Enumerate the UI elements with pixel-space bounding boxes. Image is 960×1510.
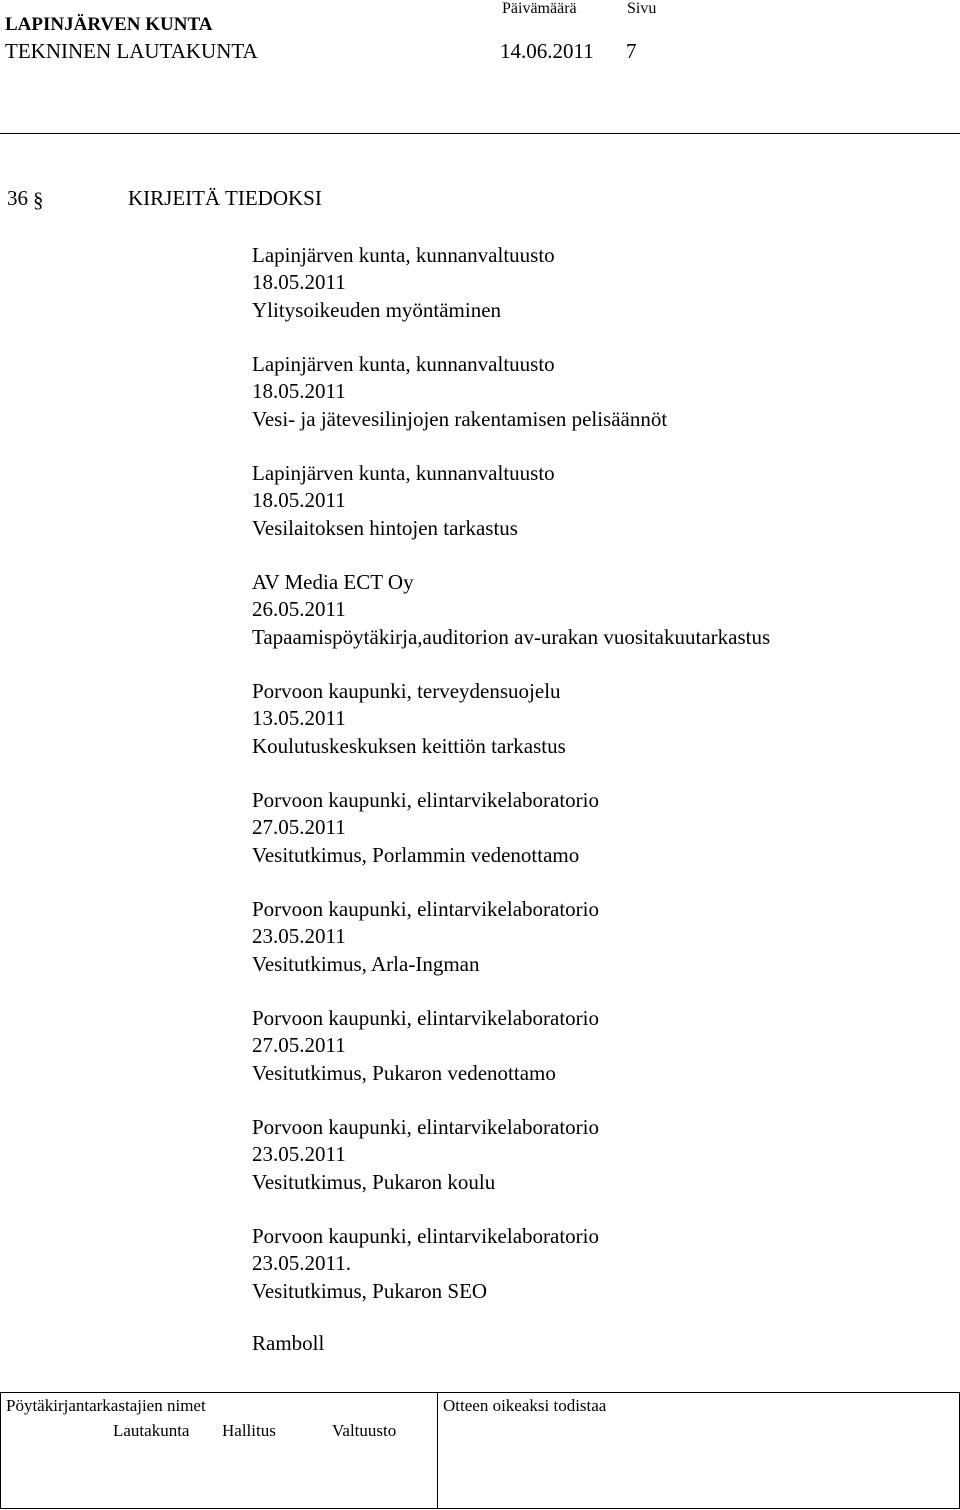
- letter-sender: Porvoon kaupunki, elintarvikelaboratorio: [252, 788, 600, 812]
- certified-label: Otteen oikeaksi todistaa: [443, 1396, 607, 1415]
- meeting-date: 14.06.2011: [500, 39, 594, 63]
- letter-date: 13.05.2011: [252, 706, 346, 731]
- letter-date: 26.05.2011: [252, 597, 346, 622]
- letter-sender: Porvoon kaupunki, elintarvikelaboratorio: [252, 1224, 600, 1248]
- letter-sender: Porvoon kaupunki, elintarvikelaboratorio: [252, 897, 600, 921]
- signature-footer: [0, 1392, 960, 1509]
- letter-sender: Lapinjärven kunta, kunnanvaltuusto: [252, 352, 555, 376]
- letter-sender: Porvoon kaupunki, elintarvikelaboratorio: [252, 1115, 600, 1139]
- header-divider: [0, 133, 960, 134]
- letter-date: 23.05.2011.: [252, 1251, 351, 1276]
- letter-sender: Porvoon kaupunki, terveydensuojelu: [252, 679, 561, 703]
- board-valtuusto: Valtuusto: [332, 1421, 397, 1440]
- list-item: [252, 1223, 770, 1305]
- list-item: [252, 1114, 770, 1196]
- letter-sender: Lapinjärven kunta, kunnanvaltuusto: [252, 243, 555, 267]
- board-name: TEKNINEN LAUTAKUNTA: [5, 39, 258, 63]
- list-item: [252, 1005, 770, 1087]
- organization-name: LAPINJÄRVEN KUNTA: [5, 14, 213, 35]
- last-item: Ramboll: [252, 1331, 325, 1355]
- section-title: KIRJEITÄ TIEDOKSI: [128, 186, 322, 210]
- letter-date: 23.05.2011: [252, 924, 346, 949]
- letter-sender: Porvoon kaupunki, elintarvikelaboratorio: [252, 1006, 600, 1030]
- letter-sender: AV Media ECT Oy: [252, 570, 414, 594]
- letter-date: 18.05.2011: [252, 488, 346, 513]
- list-item: [252, 351, 770, 433]
- footer-divider: [437, 1393, 438, 1508]
- list-item: [252, 460, 770, 542]
- letter-date: 23.05.2011: [252, 1142, 346, 1167]
- letter-subject: Vesitutkimus, Pukaron SEO: [252, 1278, 488, 1303]
- list-item: [252, 896, 770, 978]
- page-number: 7: [626, 39, 637, 63]
- section-number: 36: [7, 186, 28, 210]
- letter-subject: Vesitutkimus, Pukaron vedenottamo: [252, 1060, 556, 1085]
- list-item: [252, 787, 770, 869]
- letter-date: 18.05.2011: [252, 270, 346, 295]
- letter-subject: Tapaamispöytäkirja,auditorion av-urakan vuositakuutarkastus: [252, 624, 771, 649]
- list-item: [252, 678, 770, 760]
- letter-subject: Vesi- ja jätevesilinjojen rakentamisen pelisäännöt: [252, 406, 668, 431]
- list-item: [252, 242, 770, 324]
- list-item: [252, 569, 770, 651]
- letters-list: [252, 242, 770, 1332]
- board-lautakunta: Lautakunta: [113, 1421, 190, 1440]
- page-label: Sivu: [627, 0, 657, 17]
- inspectors-label: Pöytäkirjantarkastajien nimet: [6, 1396, 206, 1415]
- letter-subject: Vesitutkimus, Porlammin vedenottamo: [252, 842, 580, 867]
- letter-subject: Koulutuskeskuksen keittiön tarkastus: [252, 733, 566, 758]
- letter-date: 18.05.2011: [252, 379, 346, 404]
- letter-subject: Vesitutkimus, Pukaron koulu: [252, 1169, 496, 1194]
- letter-subject: Ylitysoikeuden myöntäminen: [252, 297, 502, 322]
- letter-subject: Vesilaitoksen hintojen tarkastus: [252, 515, 518, 540]
- letter-date: 27.05.2011: [252, 815, 346, 840]
- board-hallitus: Hallitus: [222, 1421, 276, 1440]
- letter-subject: Vesitutkimus, Arla-Ingman: [252, 951, 480, 976]
- letter-sender: Lapinjärven kunta, kunnanvaltuusto: [252, 461, 555, 485]
- section-symbol: §: [33, 188, 44, 212]
- letter-date: 27.05.2011: [252, 1033, 346, 1058]
- date-label: Päivämäärä: [502, 0, 577, 17]
